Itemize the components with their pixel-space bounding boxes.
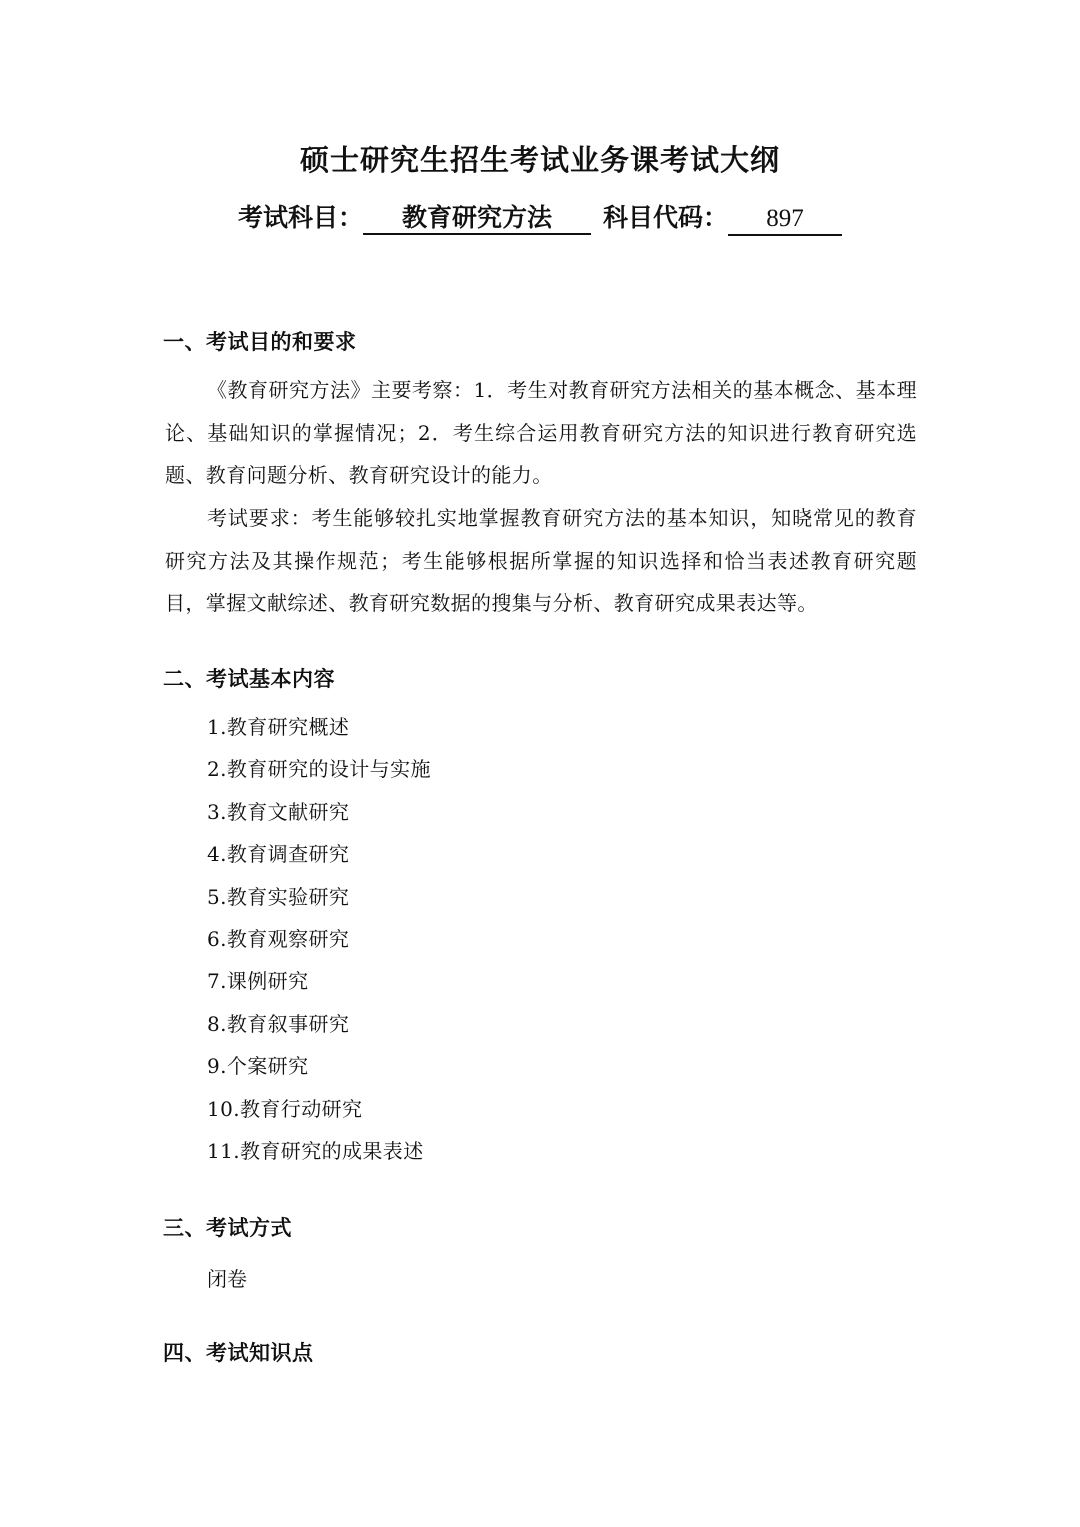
code-value: 897: [728, 204, 842, 236]
document-title: 硕士研究生招生考试业务课考试大纲: [299, 143, 780, 177]
list-item: 3.教育文献研究: [207, 799, 350, 824]
list-item: 7.课例研究: [207, 969, 309, 994]
list-item: 11.教育研究的成果表述: [207, 1138, 424, 1163]
subject-line: [0, 198, 1080, 236]
list-item: 9.个案研究: [207, 1054, 309, 1079]
content-list: [207, 706, 431, 1172]
list-item: 1.教育研究概述: [207, 715, 350, 739]
list-item: 6.教育观察研究: [207, 926, 350, 951]
list-item: 8.教育叙事研究: [207, 1011, 350, 1036]
section-heading-purpose: 一、考试目的和要求: [163, 330, 357, 354]
list-item: 5.教育实验研究: [207, 884, 350, 909]
list-item: 10.教育行动研究: [207, 1096, 363, 1121]
exam-format-value: 闭卷: [207, 1267, 247, 1291]
section-heading-exam-format: 三、考试方式: [163, 1216, 292, 1240]
list-item: 4.教育调查研究: [207, 842, 350, 867]
purpose-paragraph: 《教育研究方法》主要考察：1．考生对教育研究方法相关的基本概念、基本理论、基础知识的掌握情况；2．考生综合运用教育研究方法的知识进行教育研究选题、教育问题分析、教育研究设计的能力。: [165, 378, 917, 487]
subject-value: 教育研究方法: [363, 203, 591, 235]
code-label: 科目代码：: [603, 203, 729, 232]
subject-label: 考试科目：: [237, 203, 363, 232]
requirements-paragraph: 考试要求：考生能够较扎实地掌握教育研究方法的基本知识，知晓常见的教育研究方法及其操作规范；考生能够根据所掌握的知识选择和恰当表述教育研究题目，掌握文献综述、教育研究数据的搜集与分析、教育研究成果表达等。: [165, 506, 917, 615]
section-heading-content: 二、考试基本内容: [163, 667, 335, 691]
list-item: 2.教育研究的设计与实施: [207, 757, 431, 782]
section-heading-knowledge-points: 四、考试知识点: [163, 1341, 314, 1365]
